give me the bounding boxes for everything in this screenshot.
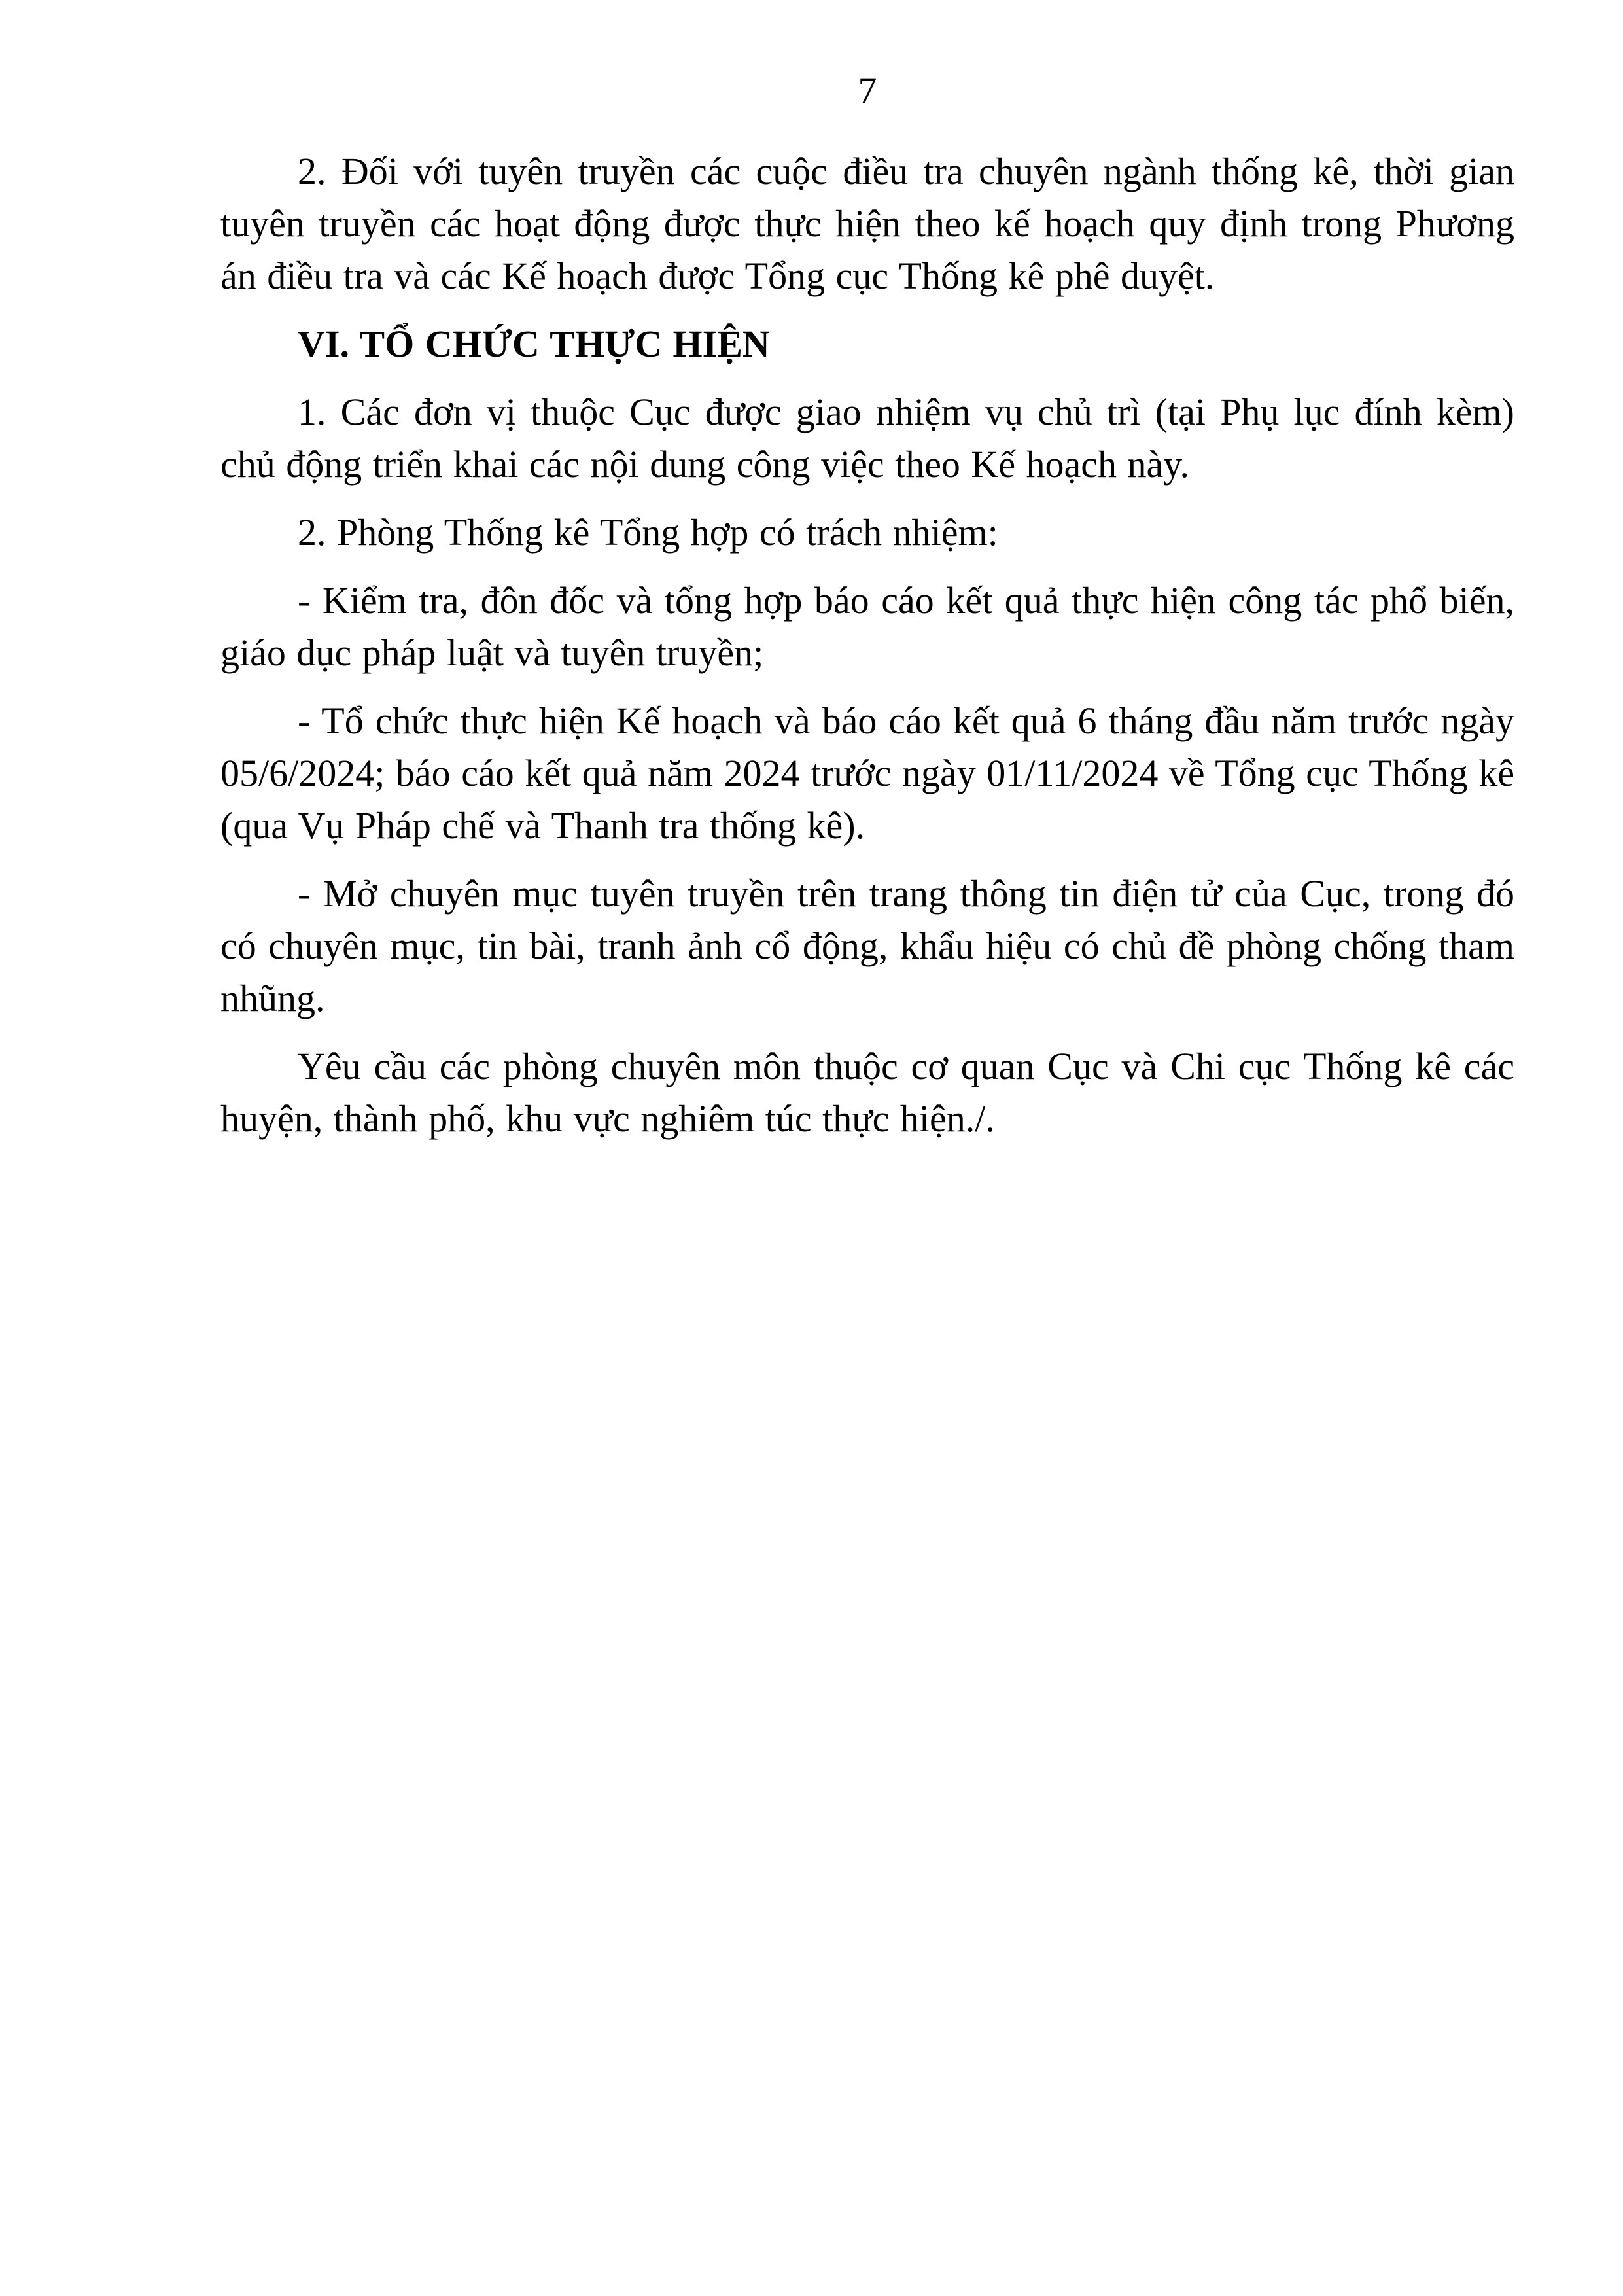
paragraph-dash-report-deadlines: - Tổ chức thực hiện Kế hoạch và báo cáo kết quả 6 tháng đầu năm trước ngày 05/6/2024; báo cáo kết quả năm 2024 trước ngày 01/11/2024 về Tổng cục Thống kê (qua Vụ Pháp chế và Thanh tra thống kê). xyxy=(220,699,1514,847)
document-body xyxy=(220,145,1514,1145)
paragraph-closing-request: Yêu cầu các phòng chuyên môn thuộc cơ quan Cục và Chi cục Thống kê các huyện, thành phố, khu vực nghiêm túc thực hiện./. xyxy=(220,1045,1514,1140)
paragraph-dash-website-column: - Mở chuyên mục tuyên truyền trên trang thông tin điện tử của Cục, trong đó có chuyên mục, tin bài, tranh ảnh cổ động, khẩu hiệu có chủ đề phòng chống tham nhũng. xyxy=(220,872,1514,1019)
section-heading-implementation: VI. TỔ CHỨC THỰC HIỆN xyxy=(298,323,770,365)
paragraph-dash-inspection: - Kiểm tra, đôn đốc và tổng hợp báo cáo kết quả thực hiện công tác phổ biến, giáo dục pháp luật và tuyên truyền; xyxy=(220,579,1514,674)
paragraph-general-statistics-division: 2. Phòng Thống kê Tổng hợp có trách nhiệm: xyxy=(298,511,998,554)
paragraph-survey-propaganda: 2. Đối với tuyên truyền các cuộc điều tra chuyên ngành thống kê, thời gian tuyên truyền các hoạt động được thực hiện theo kế hoạch quy định trong Phương án điều tra và các Kế hoạch được Tổng cục Thống kê phê duyệt. xyxy=(220,150,1514,297)
paragraph-units-in-charge: 1. Các đơn vị thuộc Cục được giao nhiệm vụ chủ trì (tại Phụ lục đính kèm) chủ động triển khai các nội dung công việc theo Kế hoạch này. xyxy=(220,391,1514,486)
page-number: 7 xyxy=(858,69,877,112)
